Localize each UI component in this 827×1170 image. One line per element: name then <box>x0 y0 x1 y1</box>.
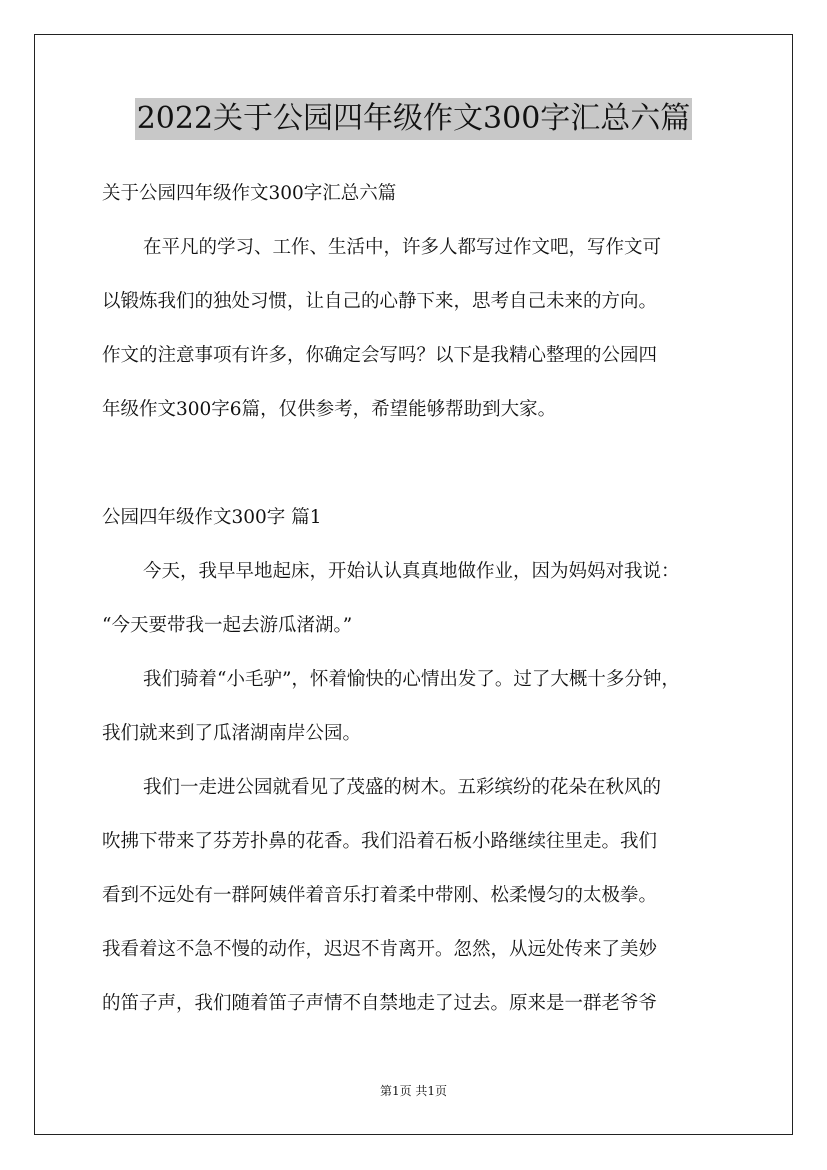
body-line: 今天，我早早地起床，开始认认真真地做作业，因为妈妈对我说： <box>143 561 680 582</box>
intro-line: 年级作文300字6篇，仅供参考，希望能够帮助到大家。 <box>102 399 557 420</box>
body-line: 我们就来到了瓜渚湖南岸公园。 <box>102 723 362 744</box>
body-line: 看到不远处有一群阿姨伴着音乐打着柔中带刚、松柔慢匀的太极拳。 <box>102 885 658 906</box>
section-heading: 公园四年级作文300字 篇1 <box>102 507 322 528</box>
body-line: “今天要带我一起去游瓜渚湖。” <box>102 615 353 636</box>
intro-line: 以锻炼我们的独处习惯，让自己的心静下来，思考自己未来的方向。 <box>102 291 658 312</box>
intro-line: 作文的注意事项有许多，你确定会写吗？以下是我精心整理的公园四 <box>102 345 658 366</box>
page-footer: 第1页 共1页 <box>379 1084 448 1098</box>
body-line: 我看着这不急不慢的动作，迟迟不肯离开。忽然，从远处传来了美妙 <box>102 939 658 960</box>
body-line: 吹拂下带来了芬芳扑鼻的花香。我们沿着石板小路继续往里走。我们 <box>102 831 658 852</box>
body-line: 我们一走进公园就看见了茂盛的树木。五彩缤纷的花朵在秋风的 <box>143 777 662 798</box>
body-line: 的笛子声，我们随着笛子声情不自禁地走了过去。原来是一群老爷爷 <box>102 993 658 1014</box>
title-container <box>0 98 827 140</box>
body-line: 我们骑着“小毛驴”，怀着愉快的心情出发了。过了大概十多分钟， <box>143 669 680 690</box>
document-subtitle: 关于公园四年级作文300字汇总六篇 <box>102 183 397 204</box>
intro-line: 在平凡的学习、工作、生活中，许多人都写过作文吧，写作文可 <box>143 237 662 258</box>
document-title: 2022关于公园四年级作文300字汇总六篇 <box>135 98 693 140</box>
